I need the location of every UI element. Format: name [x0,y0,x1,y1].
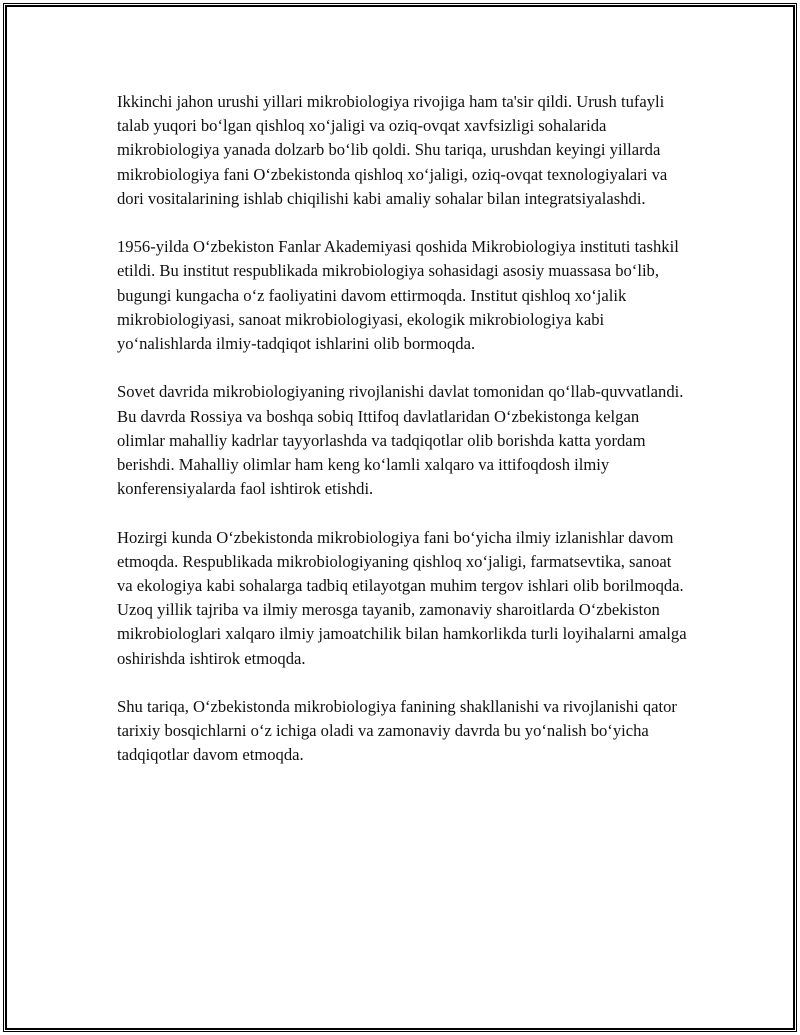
paragraph-5: Shu tariqa, O‘zbekistonda mikrobiologiya fanining shakllanishi va rivojlanishi qator tarixiy bosqichlarni o‘z ichiga oladi va zamonaviy davrda bu yo‘nalish bo‘yicha tadqiqotlar davom etmoqda. [117,697,677,765]
paragraph-4: Hozirgi kunda O‘zbekistonda mikrobiologiya fani bo‘yicha ilmiy izlanishlar davom etmoqda. Respublikada mikrobiologiyaning qishloq xo‘jaligi, farmatsevtika, sanoat va ekologiya kabi sohalarga tadbiq etilayotgan muhim tergov ishlari olib borilmoqda. Uzoq yillik tajriba va ilmiy merosga tayanib, zamonaviy sharoitlarda O‘zbekiston mikrobiologlari xalqaro ilmiy jamoatchilik bilan hamkorlikda turli loyihalarni amalga oshirishda ishtirok etmoqda. [117,527,687,668]
paragraph-3: Sovet davrida mikrobiologiyaning rivojlanishi davlat tomonidan qo‘llab-quvvatlandi. Bu davrda Rossiya va boshqa sobiq Ittifoq davlatlaridan O‘zbekistonga kelgan olimlar mahalliy kadrlar tayyorlashda va tadqiqotlar olib borishda katta yordam berishdi. Mahalliy olimlar ham keng ko‘lamli xalqaro va ittifoqdosh ilmiy konferensiyalarda faol ishtirok etishdi. [117,382,684,499]
paragraph-2: 1956-yilda O‘zbekiston Fanlar Akademiyasi qoshida Mikrobiologiya instituti tashkil etildi. Bu institut respublikada mikrobiologiya sohasidagi asosiy muassasa bo‘lib, bugungi kungacha o‘z faoliyatini davom ettirmoqda. Institut qishloq xo‘jalik mikrobiologiyasi, sanoat mikrobiologiyasi, ekologik mikrobiologiya kabi yo‘nalishlarda ilmiy-tadqiqot ishlarini olib bormoqda. [117,237,679,354]
document-body [117,90,687,792]
paragraph-1: Ikkinchi jahon urushi yillari mikrobiologiya rivojiga ham ta'sir qildi. Urush tufayli talab yuqori bo‘lgan qishloq xo‘jaligi va oziq-ovqat xavfsizligi sohalarida mikrobiologiya yanada dolzarb bo‘lib qoldi. Shu tariqa, urushdan keyingi yillarda mikrobiologiya fani O‘zbekistonda qishloq xo‘jaligi, oziq-ovqat texnologiyalari va dori vositalarining ishlab chiqilishi kabi amaliy sohalar bilan integratsiyalashdi. [117,92,668,208]
